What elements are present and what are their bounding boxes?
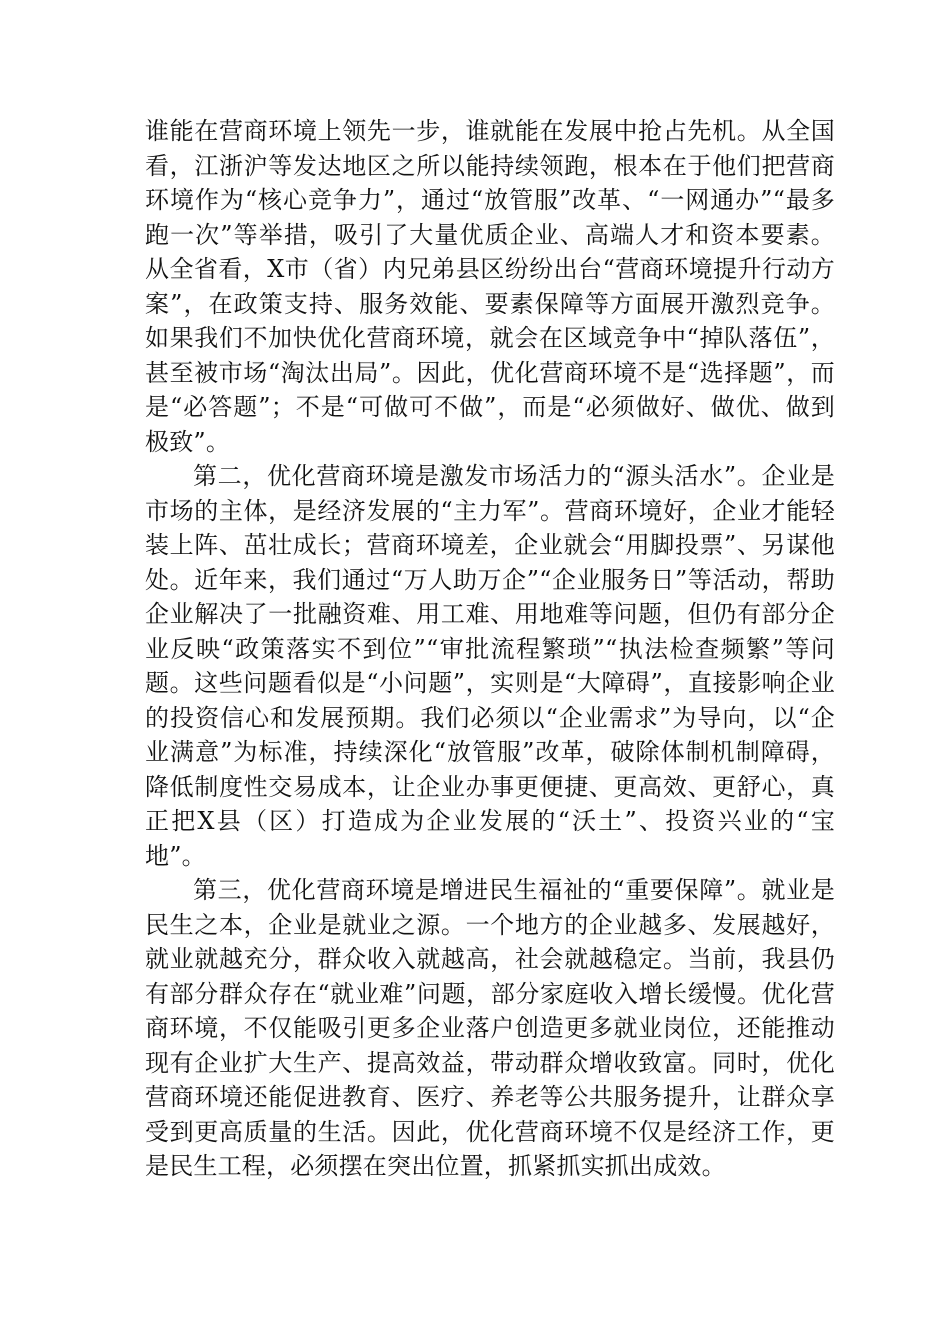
- paragraph-intro-competition: 谁能在营商环境上领先一步，谁就能在发展中抢占先机。从全国看，江浙沪等发达地区之所以能持续领跑，根本在于他们把营商环境作为“核心竞争力”，通过“放管服”改革、“一网通办”“最多跑一次”等举措，吸引了大量优质企业、高端人才和资本要素。从全省看，X市（省）内兄弟县区纷纷出台“营商环境提升行动方案”，在政策支持、服务效能、要素保障等方面展开激烈竞争。如果我们不加快优化营商环境，就会在区域竞争中“掉队落伍”，甚至被市场“淘汰出局”。因此，优化营商环境不是“选择题”，而是“必答题”；不是“可做可不做”，而是“必须做好、做优、做到极致”。: [145, 117, 835, 456]
- paragraph-second-market-vitality: 第二，优化营商环境是激发市场活力的“源头活水”。企业是市场的主体，是经济发展的“主力军”。营商环境好，企业才能轻装上阵、茁壮成长；营商环境差，企业就会“用脚投票”、另谋他处。近年来，我们通过“万人助万企”“企业服务日”等活动，帮助企业解决了一批融资难、用工难、用地难等问题，但仍有部分企业反映“政策落实不到位”“审批流程繁琐”“执法检查频繁”等问题。这些问题看似是“小问题”，实则是“大障碍”，直接影响企业的投资信心和发展预期。我们必须以“企业需求”为导向，以“企业满意”为标准，持续深化“放管服”改革，破除体制机制障碍，降低制度性交易成本，让企业办事更便捷、更高效、更舒心，真正把X县（区）打造成为企业发展的“沃土”、投资兴业的“宝地”。: [145, 462, 835, 870]
- document-page: [145, 114, 835, 1184]
- paragraph-third-livelihood: 第三，优化营商环境是增进民生福祉的“重要保障”。就业是民生之本，企业是就业之源。一个地方的企业越多、发展越好，就业就越充分，群众收入就越高，社会就越稳定。当前，我县仍有部分群众存在“就业难”问题，部分家庭收入增长缓慢。优化营商环境，不仅能吸引更多企业落户创造更多就业岗位，还能推动现有企业扩大生产、提高效益，带动群众增收致富。同时，优化营商环境还能促进教育、医疗、养老等公共服务提升，让群众享受到更高质量的生活。因此，优化营商环境不仅是经济工作，更是民生工程，必须摆在突出位置，抓紧抓实抓出成效。: [145, 876, 835, 1180]
